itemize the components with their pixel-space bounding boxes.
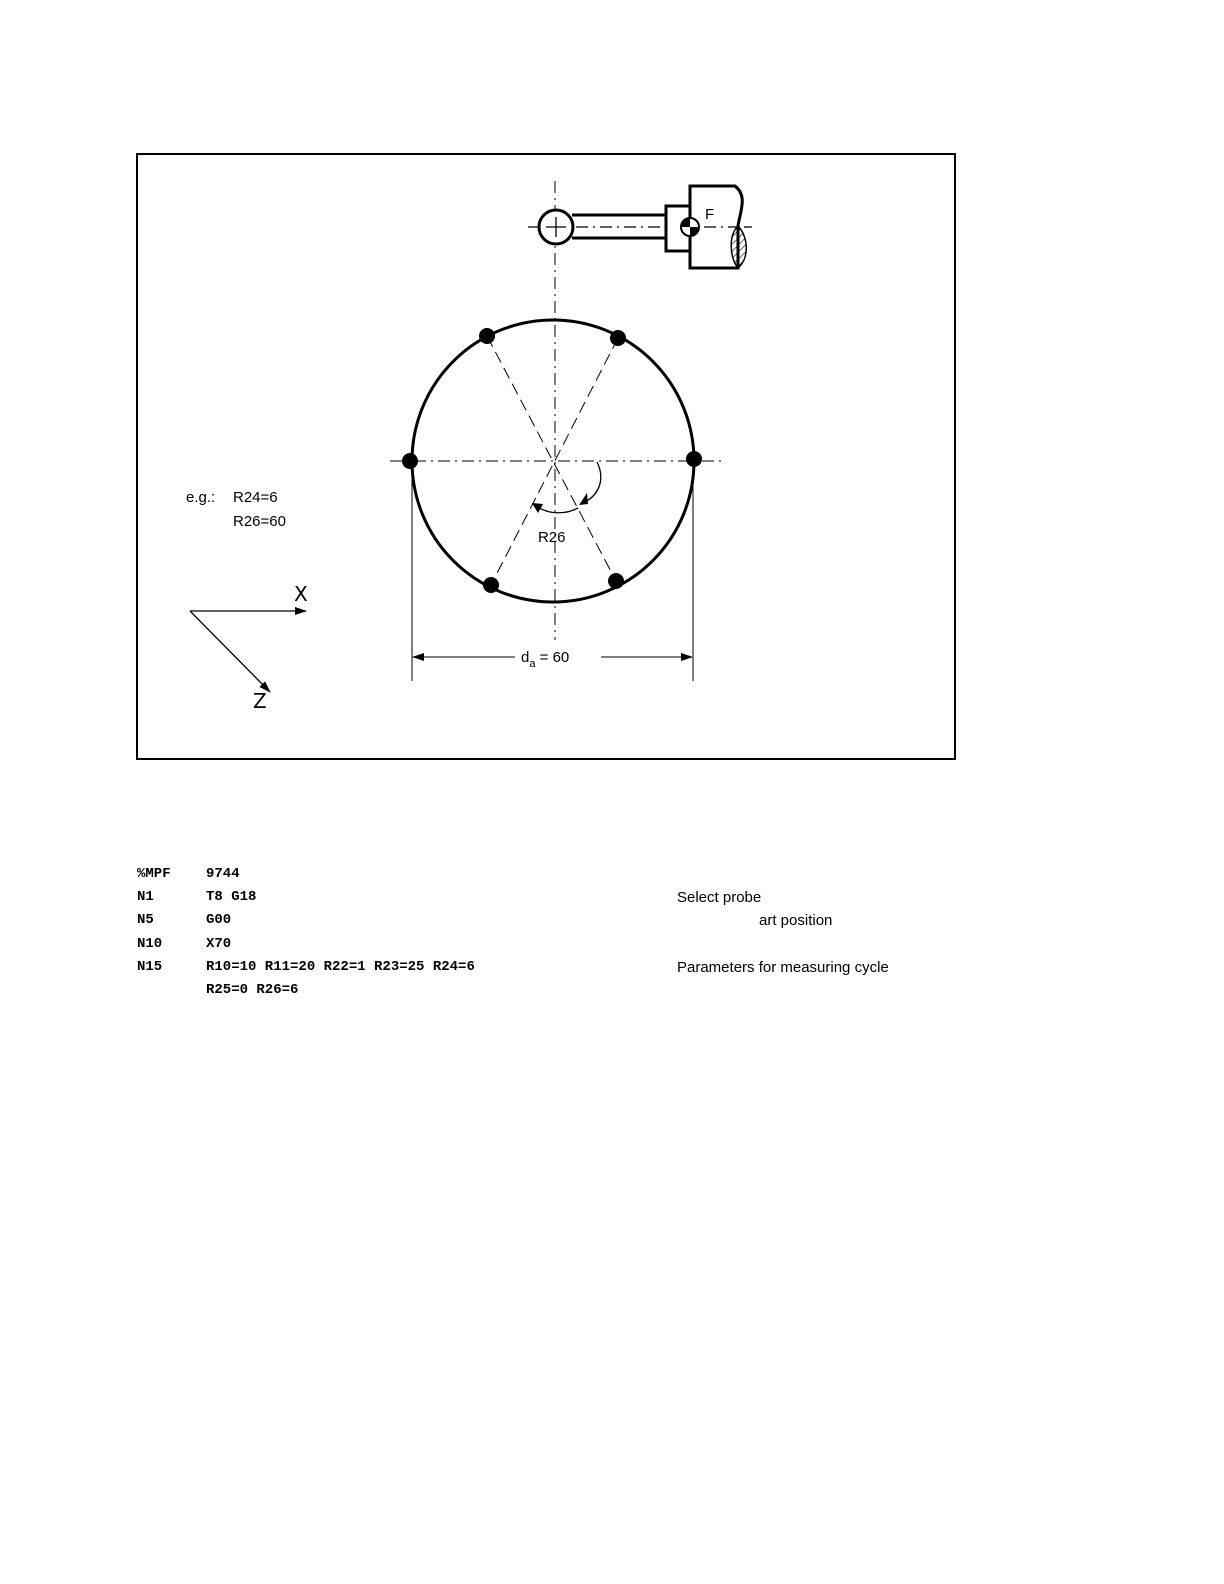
block-number: N10: [137, 936, 163, 952]
block-code: X70: [206, 936, 232, 952]
probe-label: F: [705, 206, 715, 223]
measuring-point: [402, 453, 418, 469]
program-row: [137, 959, 1037, 981]
probe: [539, 186, 752, 268]
x-axis-label: X: [294, 582, 308, 606]
block-code: R10=10 R11=20 R22=1 R23=25 R24=6: [206, 959, 475, 975]
block-number: N1: [137, 889, 154, 905]
block-number: N15: [137, 959, 163, 975]
example-r26: R26=60: [233, 513, 286, 530]
program-row: [137, 936, 1037, 958]
block-number: %MPF: [137, 866, 171, 882]
measuring-point: [610, 330, 626, 346]
diameter-label: $d_a = 60$: [521, 649, 570, 670]
measuring-point: [686, 451, 702, 467]
program-row: [137, 866, 1037, 888]
example-r24: R24=6: [233, 489, 278, 506]
block-code: R25=0 R26=6: [206, 982, 299, 998]
probe-shaft-section: [731, 226, 746, 268]
coordinate-axes: [190, 582, 308, 713]
block-comment: art position: [759, 912, 833, 929]
block-comment: Select probe: [677, 889, 762, 906]
block-code: 9744: [206, 866, 240, 882]
example-prefix: e.g.:: [186, 489, 216, 506]
block-code: T8 G18: [206, 889, 257, 905]
block-code: G00: [206, 912, 232, 928]
block-number: N5: [137, 912, 154, 928]
program-row: [137, 912, 1037, 934]
block-comment: Parameters for measuring cycle: [677, 959, 889, 976]
measuring-point: [608, 573, 624, 589]
figure-frame: [137, 154, 955, 759]
program-row: [137, 982, 1037, 1004]
angle-label: R26: [538, 529, 566, 546]
z-axis-label: Z: [253, 689, 267, 713]
reference-point-icon: [681, 218, 699, 236]
angle-arc-2: [538, 507, 578, 513]
program-row: [137, 889, 1037, 911]
measuring-point: [479, 328, 495, 344]
z-axis-arrow: [190, 611, 270, 692]
angle-arc: [585, 462, 601, 502]
measuring-point: [483, 577, 499, 593]
